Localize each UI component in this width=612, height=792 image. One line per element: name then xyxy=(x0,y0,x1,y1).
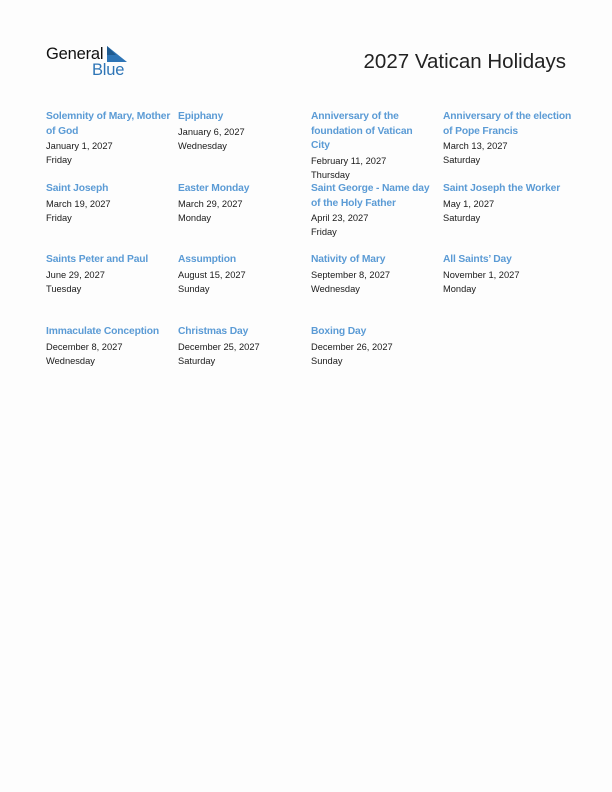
holiday-entry xyxy=(178,253,308,296)
holiday-entry xyxy=(46,110,176,167)
holiday-entry xyxy=(311,325,441,368)
page-title: 2027 Vatican Holidays xyxy=(363,50,566,73)
holiday-date: March 29, 2027 xyxy=(178,198,243,209)
holiday-grid xyxy=(46,110,574,385)
holiday-entry xyxy=(443,110,573,167)
holiday-name: Saint Joseph xyxy=(46,183,109,194)
holiday-date: September 8, 2027 xyxy=(311,269,391,280)
holiday-entry xyxy=(46,325,176,368)
holiday-entry xyxy=(46,253,176,296)
holiday-name: All Saints’ Day xyxy=(443,254,512,265)
holiday-entry xyxy=(46,182,176,225)
holiday-date: December 26, 2027 xyxy=(311,341,393,352)
holiday-name: Nativity of Mary xyxy=(311,254,386,265)
holiday-weekday: Friday xyxy=(46,212,72,223)
holiday-date: March 19, 2027 xyxy=(46,198,111,209)
holiday-date: February 11, 2027 xyxy=(311,155,387,166)
holiday-entry xyxy=(311,253,441,296)
holiday-entry xyxy=(311,182,441,239)
holiday-date: March 13, 2027 xyxy=(443,141,508,151)
holiday-weekday: Saturday xyxy=(443,212,481,223)
holiday-row-4 xyxy=(46,325,574,385)
holiday-name: Saint George - Name day of the Holy Father xyxy=(311,183,430,209)
holiday-date: August 15, 2027 xyxy=(178,269,246,280)
holiday-weekday: Friday xyxy=(46,155,72,165)
holiday-weekday: Sunday xyxy=(311,355,343,366)
holiday-date: June 29, 2027 xyxy=(46,269,105,280)
holiday-weekday: Monday xyxy=(178,212,212,223)
holiday-name: Easter Monday xyxy=(178,183,250,194)
holiday-weekday: Wednesday xyxy=(311,283,360,294)
holiday-entry xyxy=(443,253,573,296)
holiday-weekday: Friday xyxy=(311,227,337,237)
holiday-weekday: Sunday xyxy=(178,283,210,294)
holiday-name: Solemnity of Mary, Mother of God xyxy=(46,111,171,137)
holiday-weekday: Saturday xyxy=(178,355,216,366)
holiday-name: Anniversary of the foundation of Vatican City xyxy=(311,111,413,151)
holiday-weekday: Wednesday xyxy=(46,355,95,366)
holiday-date: December 25, 2027 xyxy=(178,341,260,352)
holiday-name: Saints Peter and Paul xyxy=(46,254,149,265)
holiday-row-2 xyxy=(46,182,574,253)
holiday-date: January 6, 2027 xyxy=(178,126,245,137)
holiday-name: Anniversary of the election of Pope Francis xyxy=(443,111,572,137)
holiday-weekday: Tuesday xyxy=(46,283,82,294)
holiday-row-3 xyxy=(46,253,574,325)
logo-text-blue: Blue xyxy=(92,61,125,79)
holiday-name: Christmas Day xyxy=(178,326,249,337)
holiday-date: November 1, 2027 xyxy=(443,269,520,280)
holiday-weekday: Monday xyxy=(443,283,477,294)
holiday-entry xyxy=(443,182,573,225)
holiday-weekday: Thursday xyxy=(311,169,350,180)
holiday-weekday: Wednesday xyxy=(178,140,227,151)
holiday-date: April 23, 2027 xyxy=(311,213,369,223)
holiday-entry xyxy=(178,182,308,225)
holiday-entry xyxy=(311,110,433,182)
holiday-name: Assumption xyxy=(178,254,236,265)
holiday-date: January 1, 2027 xyxy=(46,141,113,151)
holiday-weekday: Saturday xyxy=(443,155,481,165)
holiday-date: December 8, 2027 xyxy=(46,341,123,352)
logo-text-general: General xyxy=(46,45,104,63)
holiday-name: Saint Joseph the Worker xyxy=(443,183,561,194)
holiday-name: Boxing Day xyxy=(311,326,367,337)
holiday-name: Immaculate Conception xyxy=(46,326,159,337)
holiday-entry xyxy=(178,325,308,368)
holiday-name: Epiphany xyxy=(178,111,224,122)
holiday-entry xyxy=(178,110,308,153)
holiday-row-1 xyxy=(46,110,574,182)
generalblue-logo xyxy=(46,44,130,78)
holiday-date: May 1, 2027 xyxy=(443,198,495,209)
